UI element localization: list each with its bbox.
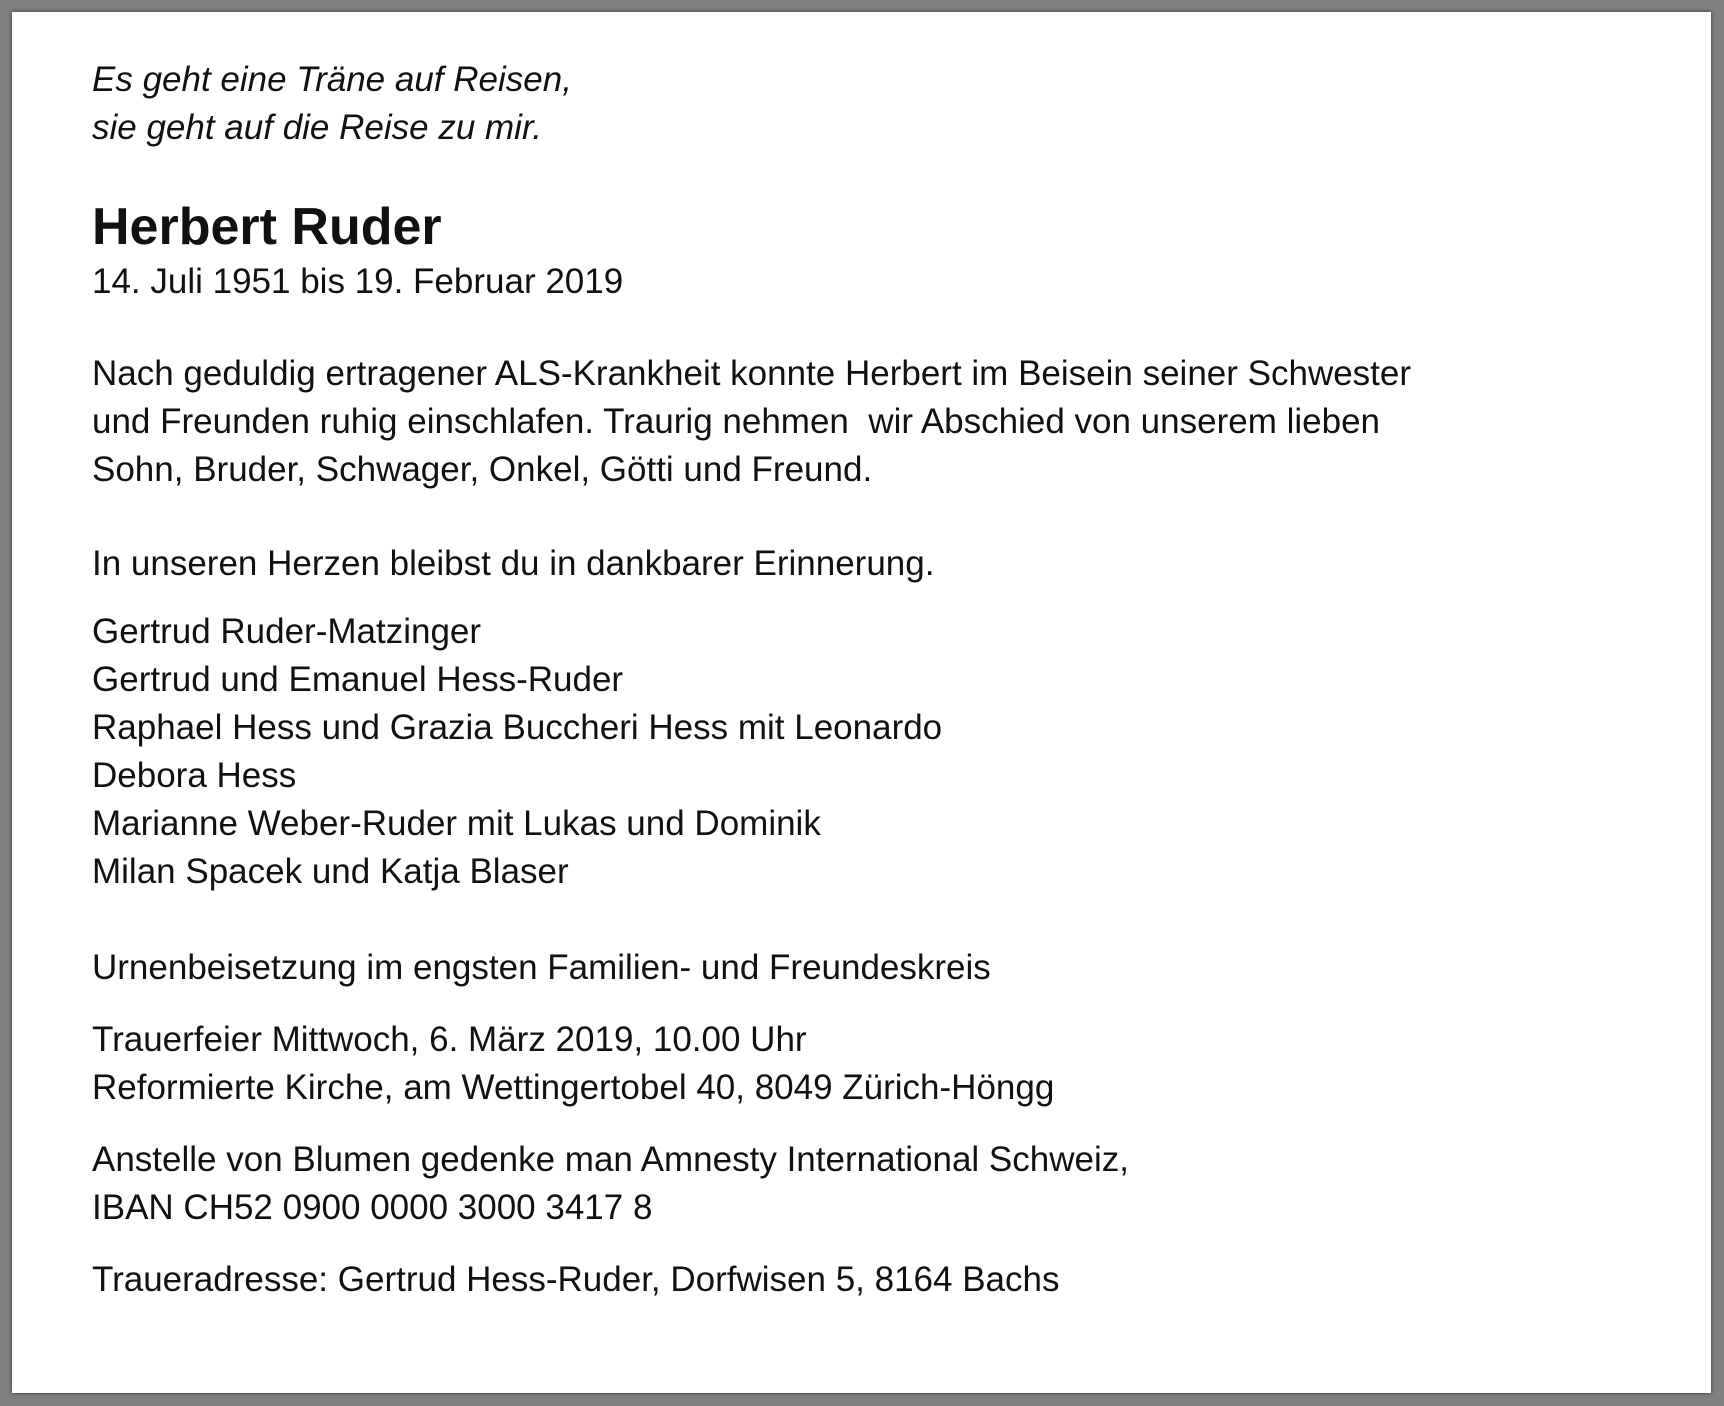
life-dates: 14. Juli 1951 bis 19. Februar 2019: [92, 262, 624, 301]
message-line-2: und Freunden ruhig einschlafen. Traurig nehmen wir Abschied von unserem lieben: [92, 402, 1380, 441]
obituary-page: [12, 12, 1711, 1393]
message-line-3: Sohn, Bruder, Schwager, Onkel, Götti und Freund.: [92, 450, 873, 489]
deceased-name: Herbert Ruder: [92, 198, 442, 256]
mourner-item: Milan Spacek und Katja Blaser: [92, 852, 569, 891]
service-info: [92, 1016, 1651, 1112]
message: [92, 350, 1651, 494]
motto: [92, 56, 1651, 152]
message-line-1: Nach geduldig ertragener ALS-Krankheit konnte Herbert im Beisein seiner Schwester: [92, 354, 1412, 393]
service-line-1: Trauerfeier Mittwoch, 6. März 2019, 10.00 Uhr: [92, 1020, 807, 1059]
motto-line-2: sie geht auf die Reise zu mir.: [92, 108, 543, 147]
motto-line-1: Es geht eine Träne auf Reisen,: [92, 60, 572, 99]
donation-info: [92, 1136, 1651, 1232]
mourners-list: [92, 608, 1651, 896]
mourner-item: Gertrud Ruder-Matzinger: [92, 612, 482, 651]
mourner-item: Marianne Weber-Ruder mit Lukas und Dominik: [92, 804, 821, 843]
mourner-item: Gertrud und Emanuel Hess-Ruder: [92, 660, 624, 699]
burial-note: Urnenbeisetzung im engsten Familien- und Freundeskreis: [92, 948, 991, 987]
remembrance-text: In unseren Herzen bleibst du in dankbarer Erinnerung.: [92, 544, 935, 583]
mourner-item: Raphael Hess und Grazia Buccheri Hess mit Leonardo: [92, 708, 943, 747]
service-line-2: Reformierte Kirche, am Wettingertobel 40, 8049 Zürich-Höngg: [92, 1068, 1055, 1107]
mourning-address: Traueradresse: Gertrud Hess-Ruder, Dorfwisen 5, 8164 Bachs: [92, 1260, 1060, 1299]
donation-iban: IBAN CH52 0900 0000 3000 3417 8: [92, 1188, 653, 1227]
mourner-item: Debora Hess: [92, 756, 297, 795]
obituary-content: [92, 56, 1651, 1304]
donation-line-1: Anstelle von Blumen gedenke man Amnesty International Schweiz,: [92, 1140, 1129, 1179]
